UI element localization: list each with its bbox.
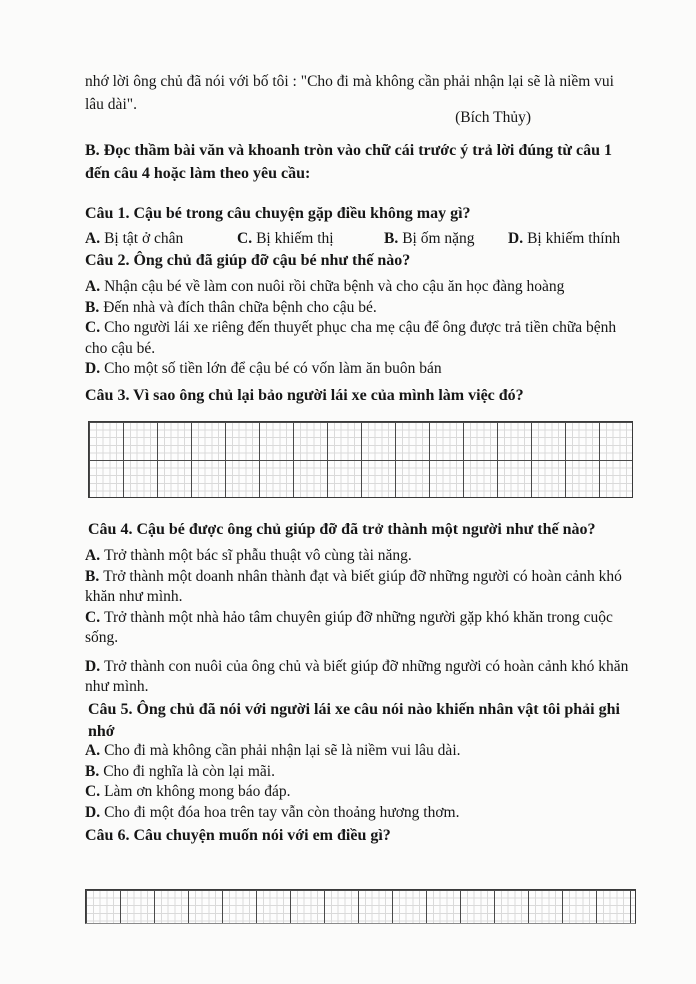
q5-option-a-label: A. bbox=[85, 742, 101, 759]
q5-option-d bbox=[85, 803, 641, 824]
q4-option-b bbox=[85, 567, 641, 608]
question-1-options-row bbox=[85, 230, 653, 248]
question-1-heading: Câu 1. Cậu bé trong câu chuyện gặp điều không may gì? bbox=[85, 205, 471, 222]
q5-option-d-label: D. bbox=[85, 803, 101, 821]
q6-handwriting-answer-grid bbox=[85, 889, 636, 924]
q5-option-b bbox=[85, 762, 641, 783]
q2-option-b-label: B. bbox=[85, 298, 100, 316]
q2-option-d bbox=[85, 359, 641, 380]
q4-option-d-text: Trở thành con nuôi của ông chủ và biết giúp đỡ những người có hoàn cảnh khó khăn như mình. bbox=[85, 657, 629, 695]
intro-paragraph: nhớ lời ông chủ đã nói với bố tôi : "Cho đi mà không cần phải nhận lại sẽ là niềm vui lâu dài". bbox=[85, 72, 614, 113]
q1-option-b-text: Bị ốm nặng bbox=[402, 230, 475, 247]
q4-option-b-text: Trở thành một doanh nhân thành đạt và biết giúp đỡ những người có hoàn cảnh khó khăn như mình. bbox=[85, 567, 622, 605]
q1-option-c-label: C. bbox=[237, 230, 253, 247]
q1-option-a-label: A. bbox=[85, 230, 101, 247]
question-4-options bbox=[85, 546, 641, 698]
q5-option-a-text: Cho đi mà không cần phải nhận lại sẽ là niềm vui lâu dài. bbox=[104, 742, 461, 759]
q3-handwriting-answer-grid bbox=[88, 421, 633, 498]
q1-option-c-text: Bị khiếm thị bbox=[256, 230, 334, 247]
q2-option-c bbox=[85, 318, 641, 359]
q5-option-b-text: Cho đi nghĩa là còn lại mãi. bbox=[103, 762, 275, 780]
q5-option-d-text: Cho đi một đóa hoa trên tay vẫn còn thoảng hương thơm. bbox=[104, 803, 460, 821]
q5-option-b-label: B. bbox=[85, 762, 100, 780]
question-4-heading: Câu 4. Cậu bé được ông chủ giúp đỡ đã trở thành một người như thế nào? bbox=[88, 521, 596, 538]
q4-option-c bbox=[85, 608, 641, 649]
q1-option-a bbox=[85, 230, 237, 248]
q1-option-b-label: B. bbox=[384, 230, 399, 247]
q1-option-d-text: Bị khiếm thính bbox=[527, 230, 621, 247]
question-3-heading: Câu 3. Vì sao ông chủ lại bảo người lái xe của mình làm việc đó? bbox=[85, 387, 524, 404]
q4-option-d-label: D. bbox=[85, 657, 101, 675]
question-2-options bbox=[85, 277, 641, 380]
q5-option-c-label: C. bbox=[85, 783, 101, 800]
question-2-heading: Câu 2. Ông chủ đã giúp đỡ cậu bé như thế nào? bbox=[85, 252, 411, 269]
q1-option-d bbox=[508, 230, 653, 248]
q1-option-b bbox=[384, 230, 508, 248]
q4-option-a-text: Trở thành một bác sĩ phẫu thuật vô cùng tài năng. bbox=[104, 547, 412, 564]
q4-option-c-label: C. bbox=[85, 608, 101, 626]
question-5-options bbox=[85, 741, 641, 823]
q2-option-a-text: Nhận cậu bé về làm con nuôi rồi chữa bệnh và cho cậu ăn học đàng hoàng bbox=[104, 278, 565, 295]
author-attribution: (Bích Thủy) bbox=[455, 109, 531, 126]
q1-option-a-text: Bị tật ở chân bbox=[104, 230, 184, 247]
q2-option-c-text: Cho người lái xe riêng đến thuyết phục cha mẹ cậu để ông được trả tiền chữa bệnh cho cậu bé. bbox=[85, 319, 617, 357]
q5-option-c bbox=[85, 782, 641, 803]
q2-option-d-label: D. bbox=[85, 360, 101, 377]
question-6-heading: Câu 6. Câu chuyện muốn nói với em điều gì? bbox=[85, 827, 391, 844]
question-5-heading: Câu 5. Ông chủ đã nói với người lái xe câu nói nào khiến nhân vật tôi phải ghi nhớ bbox=[88, 701, 620, 740]
q2-option-a bbox=[85, 277, 641, 298]
q1-option-d-label: D. bbox=[508, 230, 524, 247]
section-b-heading: B. Đọc thầm bài văn và khoanh tròn vào chữ cái trước ý trả lời đúng từ câu 1 đến câu 4 hoặc làm theo yêu cầu: bbox=[85, 142, 612, 182]
q2-option-b-text: Đến nhà và đích thân chữa bệnh cho cậu bé. bbox=[103, 298, 377, 316]
q4-option-b-label: B. bbox=[85, 567, 100, 585]
q1-option-c bbox=[237, 230, 384, 248]
q2-option-a-label: A. bbox=[85, 278, 101, 295]
q5-option-c-text: Làm ơn không mong báo đáp. bbox=[104, 783, 291, 800]
q4-option-c-text: Trở thành một nhà hảo tâm chuyên giúp đỡ những người gặp khó khăn trong cuộc sống. bbox=[85, 608, 613, 646]
q4-option-d bbox=[85, 657, 641, 698]
q2-option-d-text: Cho một số tiền lớn để cậu bé có vốn làm ăn buôn bán bbox=[104, 360, 442, 377]
q2-option-c-label: C. bbox=[85, 319, 101, 336]
q2-option-b bbox=[85, 298, 641, 319]
q4-option-a bbox=[85, 546, 641, 567]
q4-option-a-label: A. bbox=[85, 547, 101, 564]
q5-option-a bbox=[85, 741, 641, 762]
